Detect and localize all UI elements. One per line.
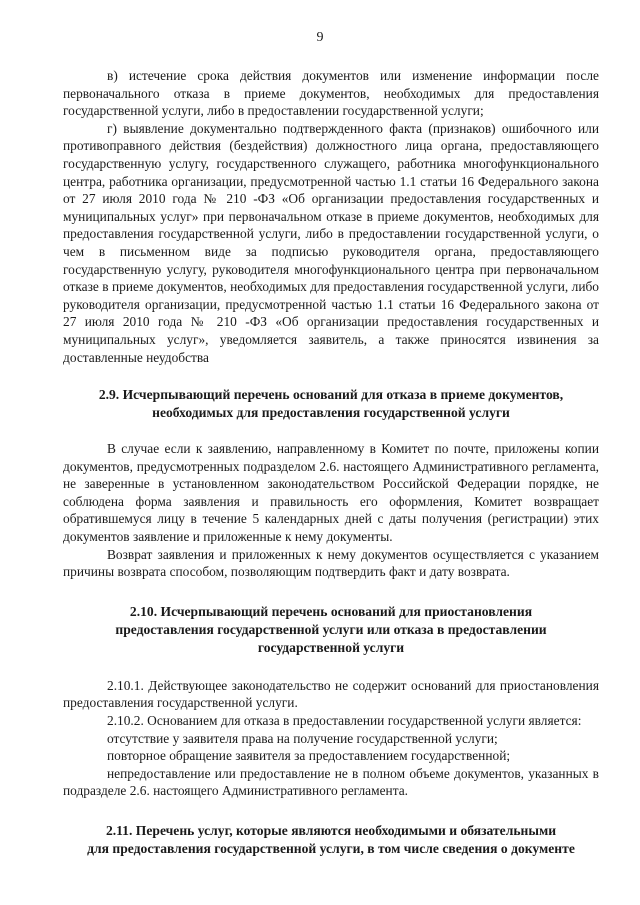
section-heading-2-11: 2.11. Перечень услуг, которые являются необходимыми и обязательными для предоставления государственной услуги, в том числе сведения о документе (87, 823, 575, 856)
section-heading-2-9: 2.9. Исчерпывающий перечень оснований для отказа в приеме документов, необходимых для предоставления государственной услуги (98, 387, 564, 421)
paragraph-2-10-1: 2.10.1. Действующее законодательство не содержит оснований для приостановления предоставления государственной услуги. (63, 677, 599, 711)
paragraph-item-g: г) выявление документально подтвержденного факта (признаков) ошибочного или противоправного действия (бездействия) должностного лица органа, предоставляющего государственную услугу, государственного служащего, работника многофункционального центра, работника организации, предусмотренной частью 1.1 статьи 16 Федерального закона от 27 июля 2010 года № 210 -ФЗ «Об организации предоставления государственных и муниципальных услуг» при первоначальном отказе в приеме документов, необходимых для предоставления государственной услуги, либо в предоставлении государственной услуги, о чем в письменном виде за подписью руководителя органа, предоставляющего государственную услугу, руководителя многофункционального центра при первоначальном отказе в приеме документов, необходимых для предоставления государственной услуги, либо руководителя организации, предусмотренной частью 1.1 статьи 16 Федерального закона от 27 июля 2010 года № 210 -ФЗ «Об организации предоставления государственных и муниципальных услуг», уведомляется заявитель, а также приносятся извинения за доставленные неудобства (63, 120, 599, 365)
paragraph-item-v: в) истечение срока действия документов или изменение информации после первоначального отказа в приеме документов, необходимых для предоставления государственной услуги, либо в предоставлении государственной услуги; (63, 68, 599, 119)
page-number: 9 (316, 30, 324, 45)
paragraph-2-9-return-conditions: В случае если к заявлению, направленному в Комитет по почте, приложены копии документов, предусмотренных подразделом 2.6. настоящего Административного регламента, не заверенные в установленном законодательством Российской Федерации порядке, не соблюдена форма заявления и правильность его оформления, Комитет возвращает обратившемуся лицу в течение 5 календарных дней с даты получения (регистрации) этих документов заявление и приложенные к нему документы. (63, 441, 599, 545)
paragraph-2-9-return-reason: Возврат заявления и приложенных к нему документов осуществляется с указанием причины возврата способом, позволяющим подтвердить факт и дату возврата. (63, 546, 599, 580)
refusal-reason-item: непредоставление или предоставление не в полном объеме документов, указанных в подразделе 2.6. настоящего Административного регламента. (63, 765, 599, 799)
refusal-reason-item: отсутствие у заявителя права на получение государственной услуги; (107, 730, 498, 746)
page-content (63, 67, 599, 858)
refusal-reason-item: повторное обращение заявителя за предоставлением государственной; (107, 748, 511, 764)
section-heading-2-10: 2.10. Исчерпывающий перечень оснований для приостановления предоставления государственной услуги или отказа в предоставлении государственной услуги (115, 603, 547, 655)
paragraph-2-10-2: 2.10.2. Основанием для отказа в предоставлении государственной услуги является: (107, 713, 582, 729)
